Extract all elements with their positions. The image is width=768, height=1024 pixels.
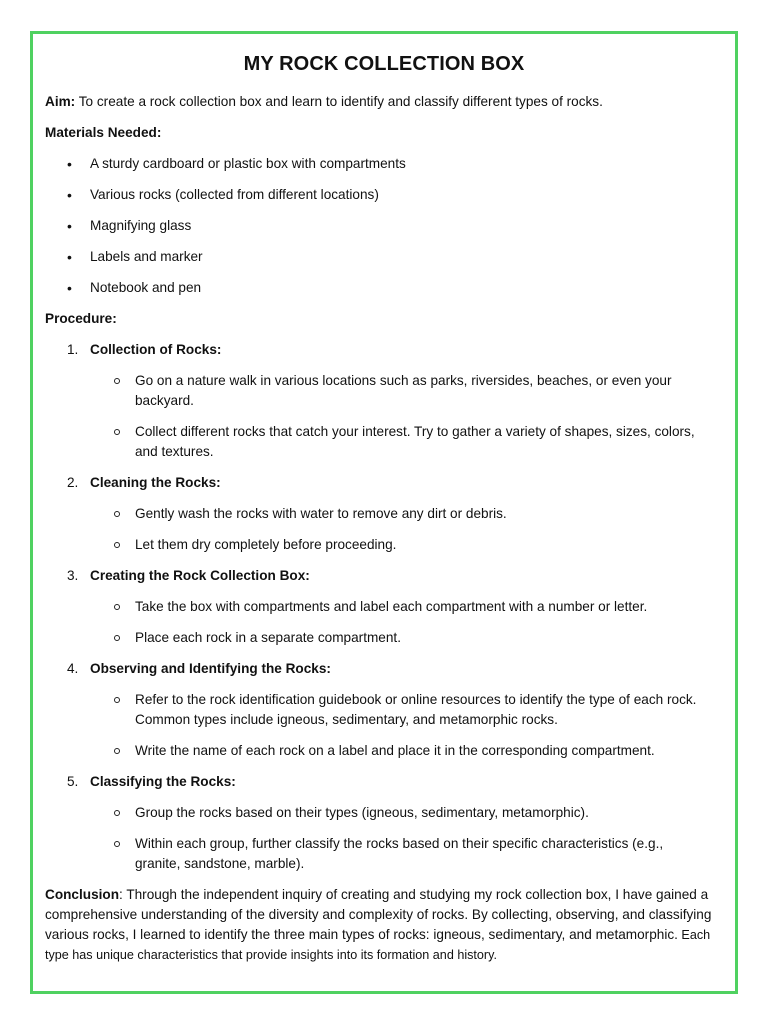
procedure-list: [45, 340, 723, 874]
list-item: Within each group, further classify the rocks based on their specific characteristics (e.g., granite, sandstone, marble).: [45, 834, 723, 874]
list-item: Group the rocks based on their types (igneous, sedimentary, metamorphic).: [45, 803, 723, 823]
step-number: 4.: [67, 661, 79, 676]
list-item: • Magnifying glass: [45, 216, 723, 236]
step-title-text: Creating the Rock Collection Box:: [90, 568, 310, 583]
conclusion-paragraph: [45, 885, 723, 965]
step-number: 1.: [67, 342, 79, 357]
step-number: 5.: [67, 774, 79, 789]
list-item: Go on a nature walk in various locations such as parks, riversides, beaches, or even your backyard.: [45, 371, 723, 411]
step-title-text: Classifying the Rocks:: [90, 774, 236, 789]
materials-heading: [45, 123, 723, 143]
materials-heading-text: Materials Needed:: [45, 125, 162, 140]
list-item: Refer to the rock identification guidebook or online resources to identify the type of each rock. Common types include igneous, sedimentary, and metamorphic rocks.: [45, 690, 723, 730]
document-body: [33, 34, 735, 965]
step-title: [45, 566, 723, 586]
step-title-text: Cleaning the Rocks:: [90, 475, 221, 490]
step-title-text: Observing and Identifying the Rocks:: [90, 661, 331, 676]
procedure-step: [45, 659, 723, 761]
step-sublist: [45, 803, 723, 874]
list-item: • A sturdy cardboard or plastic box with compartments: [45, 154, 723, 174]
step-title: [45, 473, 723, 493]
step-number: 2.: [67, 475, 79, 490]
aim-paragraph: [45, 92, 723, 112]
list-item: • Labels and marker: [45, 247, 723, 267]
conclusion-text: : Through the independent inquiry of creating and studying my rock collection box, I have gained a comprehensive understanding of the diversity and complexity of rocks. By collecting, observing, and classifying various rocks, I learned to identify the three main types of rocks: igneous, sedimentary, and metamorphic.: [45, 887, 712, 942]
list-item: Write the name of each rock on a label and place it in the corresponding compartment.: [45, 741, 723, 761]
list-item: Place each rock in a separate compartment.: [45, 628, 723, 648]
step-number: 3.: [67, 568, 79, 583]
list-item: Take the box with compartments and label each compartment with a number or letter.: [45, 597, 723, 617]
aim-text: To create a rock collection box and learn to identify and classify different types of rocks.: [75, 94, 603, 109]
list-item: • Notebook and pen: [45, 278, 723, 298]
procedure-heading-text: Procedure:: [45, 311, 117, 326]
document-page: [30, 31, 738, 994]
list-item: Gently wash the rocks with water to remove any dirt or debris.: [45, 504, 723, 524]
procedure-step: [45, 772, 723, 874]
list-item: Let them dry completely before proceeding.: [45, 535, 723, 555]
step-sublist: [45, 597, 723, 648]
step-sublist: [45, 371, 723, 462]
procedure-step: [45, 566, 723, 648]
step-title: [45, 340, 723, 360]
step-title: [45, 659, 723, 679]
procedure-heading: [45, 309, 723, 329]
materials-list: [45, 154, 723, 298]
step-sublist: [45, 690, 723, 761]
step-sublist: [45, 504, 723, 555]
list-item: • Various rocks (collected from different locations): [45, 185, 723, 205]
step-title: [45, 772, 723, 792]
conclusion-label: Conclusion: [45, 887, 120, 902]
page-title: MY ROCK COLLECTION BOX: [243, 53, 525, 75]
conclusion-tail: Each type has unique characteristics that provide insights into its formation and history.: [45, 928, 711, 962]
procedure-step: [45, 340, 723, 462]
list-item: Collect different rocks that catch your interest. Try to gather a variety of shapes, sizes, colors, and textures.: [45, 422, 723, 462]
aim-label: Aim:: [45, 94, 76, 109]
procedure-step: [45, 473, 723, 555]
step-title-text: Collection of Rocks:: [90, 342, 222, 357]
